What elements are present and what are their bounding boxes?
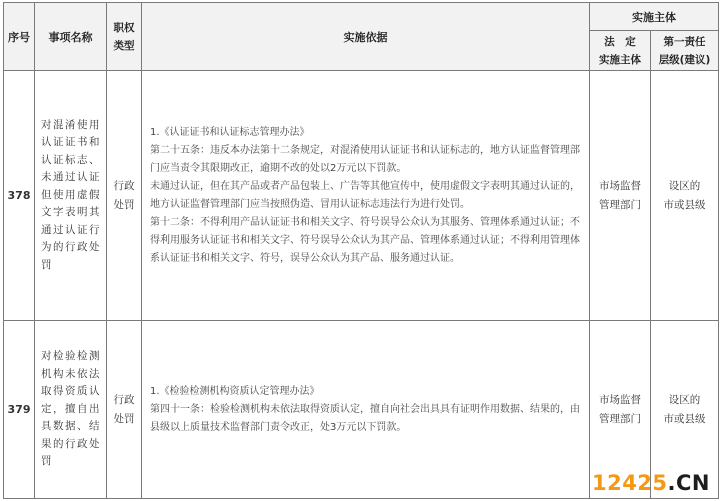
basis-paragraph: 第四十一条：检验检测机构未依法取得资质认定，擅自向社会出具具有证明作用数据、结果的，由县级以上质量技术监督部门责令改正，处3万元以下罚款。 bbox=[150, 403, 580, 433]
header-power-type: 职权 类型 bbox=[107, 3, 142, 71]
first-responsible-cell: 设区的 市或县级 bbox=[651, 321, 719, 499]
power-type-cell: 行政 处罚 bbox=[107, 71, 142, 321]
basis-paragraph: 未通过认证，但在其产品或者产品包装上、广告等其他宣传中，使用虚假文字表明其通过认证的，地方认证监督管理部门应当按照伪造、冒用认证标志违法行为进行处罚。 bbox=[150, 180, 580, 210]
seq-cell: 379 bbox=[4, 321, 35, 499]
header-seq: 序号 bbox=[4, 3, 35, 71]
header-legal-subject: 法 定 实施主体 bbox=[590, 31, 651, 71]
basis-cell bbox=[142, 71, 590, 321]
seq-cell: 378 bbox=[4, 71, 35, 321]
basis-paragraph: 第二十五条：违反本办法第十二条规定，对混淆使用认证证书和认证标志的，地方认证监督管理部门应当责令其限期改正，逾期不改的处以2万元以下罚款。 bbox=[150, 144, 580, 174]
header-first-responsible: 第一责任 层级(建议) bbox=[651, 31, 719, 71]
item-name-cell: 对混淆使用认证证书和认证标志、未通过认证但使用虚假文字表明其通过认证行为的行政处罚 bbox=[35, 71, 107, 321]
legal-subject-cell: 市场监督 管理部门 bbox=[590, 321, 651, 499]
header-basis: 实施依据 bbox=[142, 3, 590, 71]
basis-law-title: 1.《认证证书和认证标志管理办法》 bbox=[150, 126, 310, 138]
legal-subject-cell: 市场监督 管理部门 bbox=[590, 71, 651, 321]
power-type-cell: 行政 处罚 bbox=[107, 321, 142, 499]
basis-paragraph: 第十二条：不得利用产品认证证书和相关文字、符号误导公众认为其服务、管理体系通过认证；不得利用服务认证证书和相关文字、符号误导公众认为其产品、管理体系通过认证；不得利用管理体系认证证书和相关文字、符号，误导公众认为其产品、服务通过认证。 bbox=[150, 216, 580, 264]
table-row bbox=[4, 71, 719, 321]
first-responsible-cell: 设区的 市或县级 bbox=[651, 71, 719, 321]
site-watermark-logo: 12425.CN bbox=[591, 471, 710, 495]
header-item-name: 事项名称 bbox=[35, 3, 107, 71]
basis-cell bbox=[142, 321, 590, 499]
item-name-cell: 对检验检测机构未依法取得资质认定，擅自出具数据、结果的行政处罚 bbox=[35, 321, 107, 499]
enforcement-items-table bbox=[3, 2, 719, 499]
header-subject: 实施主体 bbox=[590, 3, 719, 31]
basis-law-title: 1.《检验检测机构资质认定管理办法》 bbox=[150, 385, 320, 397]
